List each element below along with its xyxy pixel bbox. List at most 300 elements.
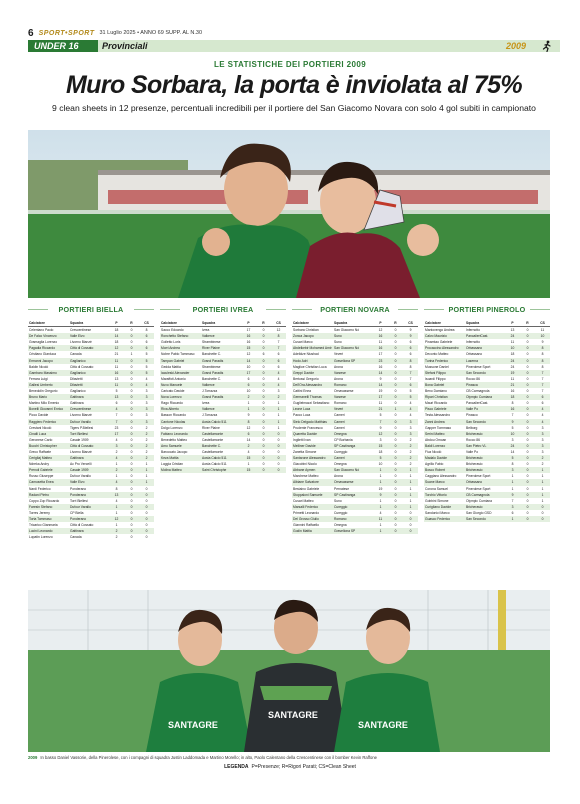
player-name: Cantone Nicolas [160,419,201,425]
clean-sheets: 1 [271,419,286,425]
player-name: Ermanni Jacopo [28,358,69,364]
player-name: Germanelli Thomas [292,394,333,400]
penalties-saved: 0 [256,431,271,437]
player-name: Nuvo Manuele [160,382,201,388]
appearances: 24 [510,364,515,369]
player-name: Dolgo Lorenzo [161,425,183,430]
team-name: Strambinese [202,340,221,345]
clean-sheets: 7 [271,345,286,351]
clean-sheets: 5 [409,389,412,394]
clean-sheets: 8 [403,358,418,364]
appearances: 7 [115,413,118,418]
team-name: Cureggio [333,504,373,510]
player-name: Bucchi Christopher [28,443,69,449]
player-name: Inglietti Ivan [293,437,311,442]
player-name: Martino Milo Emenio [29,401,60,406]
team-name: Aosta Calcio 511 [201,419,241,425]
appearances: 5 [505,455,520,461]
header-r: R [520,320,535,327]
clean-sheets: 2 [409,437,412,442]
team-name: Cureggio [334,449,348,454]
penalties-saved: 0 [520,382,535,388]
appearances: 3 [505,467,520,473]
team-name: Cameri [334,413,345,418]
team-name: Valkerce [201,406,241,412]
player-name: Procaccino Alessandro [424,345,465,351]
team-name: SP Castiranga [333,443,373,449]
stats-column-novara [292,304,418,586]
appearances: 7 [109,419,124,425]
player-name: Coppo Zop Riccardo [29,498,60,503]
player-name: Abdelkebir Mohamed Amir [293,346,332,351]
penalties-saved: 0 [262,413,265,418]
team-name: Valle Po [466,449,479,454]
appearances: 8 [115,486,118,491]
page-number: 6 [28,27,34,39]
penalties-saved: 0 [526,328,529,333]
player-name: Godin Mattia [292,528,333,534]
team-name: Romano [333,516,373,522]
appearances: 21 [373,406,388,412]
appearances: 11 [510,376,515,381]
appearances: 24 [505,333,520,339]
team-name: Orbassano [465,345,505,351]
clean-sheets: 6 [271,358,286,364]
penalties-saved: 0 [124,431,139,437]
clean-sheets: 7 [541,376,544,381]
clean-sheets: 1 [139,479,154,485]
appearances: 3 [109,443,124,449]
appearances: 11 [109,358,124,364]
player-name: Giacobini Nicolo [293,462,317,467]
penalties-saved: 0 [130,328,133,333]
appearances: 15 [241,345,256,351]
header-team: Squadra [333,320,373,327]
appearances: 10 [246,389,251,394]
player-name: Torta Tommaso [28,516,69,522]
penalties-saved: 0 [124,370,139,376]
clean-sheets: 7 [535,382,550,388]
penalties-saved: 0 [124,406,139,412]
player-name: Sorbara Christian [293,328,319,333]
penalties-saved: 0 [394,498,397,503]
team-name: Grand Paradis [201,358,241,364]
clean-sheets: 2 [145,449,148,454]
clean-sheets: 3 [139,406,154,412]
penalties-saved: 0 [130,486,133,491]
clean-sheets: 3 [403,419,418,425]
player-name: Benedetto Matteo [161,437,188,442]
appearances: 1 [115,510,118,515]
appearances: 10 [378,462,383,467]
player-name: Guasco Federico [424,516,465,522]
appearances: 23 [114,425,119,430]
team-name: Cureggio [334,510,348,515]
player-name: Raggiero Federico [28,419,69,425]
team-name: Torri Biellesi [70,498,88,503]
appearances: 13 [114,376,119,381]
penalties-saved: 0 [520,467,535,473]
team-name: CB Carmagnola [465,492,505,498]
appearances: 12 [109,516,124,522]
appearances: 5 [511,425,514,430]
appearances: 1 [511,486,514,491]
appearances: 17 [246,328,251,333]
player-name: Nova Lorenzo [160,394,201,400]
penalties-saved: 0 [526,510,529,515]
clean-sheets: 8 [535,345,550,351]
clean-sheets: 8 [541,364,544,369]
penalties-saved: 0 [388,345,403,351]
player-name: Riva Alberto [160,406,201,412]
penalties-saved: 0 [124,455,139,461]
player-name: Benedolin Gregorio [29,389,58,394]
team-name: Città di Cossato [70,523,94,528]
player-name: Cinalli Luca [28,431,69,437]
player-name: Testa Alessandro [425,413,451,418]
appearances: 9 [379,376,382,381]
penalties-saved: 0 [394,401,397,406]
appearances: 2 [115,535,118,540]
legend-text: P=Presenze; R=Rigori Parati; CS=Clean Sheet [251,764,356,770]
brand-logo: SPORT•SPORT [38,29,95,37]
appearances: 15 [373,443,388,449]
team-name: Veveri [333,406,373,412]
clean-sheets: 5 [139,358,154,364]
player-name: Baroccato Jacopo [161,449,188,454]
player-name: Marsalli Federico [292,504,333,510]
clean-sheets: 1 [277,401,280,406]
player-name: Ndreka Andry [29,462,49,467]
header-team: Squadra [69,320,109,327]
player-name: Lucini Leonardo [28,528,69,534]
header-p: P [505,320,520,327]
clean-sheets: 0 [145,486,148,491]
team-name: J.Torrazza [202,413,218,418]
clean-sheets: 4 [403,406,418,412]
penalties-saved: 0 [130,413,133,418]
player-name: Sacco Edoardo [161,328,184,333]
team-name: Bricherasio [465,467,505,473]
appearances: 12 [246,425,251,430]
penalties-saved: 0 [130,498,133,503]
clean-sheets: 0 [277,449,280,454]
clean-sheets: 4 [409,401,412,406]
penalties-saved: 0 [394,328,397,333]
penalties-saved: 0 [388,333,403,339]
header-r: R [388,320,403,327]
clean-sheets: 1 [277,425,280,430]
stats-table [28,320,154,540]
header-cs: CS [271,320,286,327]
penalties-saved: 0 [394,449,397,454]
team-name: CP Biella [70,510,84,515]
clean-sheets: 2 [403,455,418,461]
team-name: River Plaine [202,425,220,430]
penalties-saved: 0 [124,419,139,425]
appearances: 5 [115,389,118,394]
appearances: 4 [379,510,382,515]
team-name: Valle Elvo [69,479,109,485]
appearances: 4 [247,449,250,454]
appearances: 23 [373,358,388,364]
penalties-saved: 0 [262,364,265,369]
player-name: Ronchetto Stefano [160,333,201,339]
clean-sheets: 1 [139,467,154,473]
team-name: Bricherasio [465,431,505,437]
header-team: Squadra [201,320,241,327]
penalties-saved: 0 [256,358,271,364]
player-name: Giannini Raffaello [293,523,319,528]
player-name: Caricato Davide [161,389,185,394]
clean-sheets: 0 [403,528,418,534]
player-name: Del Grosso Giulio [292,516,333,522]
player-name: Ripari Christian [424,394,465,400]
team-name: Grand Paradis [201,370,241,376]
penalties-saved: 0 [394,510,397,515]
clean-sheets: 4 [145,376,148,381]
appearances: 13 [109,492,124,498]
team-name: Suno [334,498,342,503]
clean-sheets: 0 [409,510,412,515]
player-name: Adelidze Niushad [293,352,319,357]
player-name: Dell'Ora Alessandro [292,382,333,388]
player-name: Pinamtao Gabriele [425,340,453,345]
appearances: 4 [109,455,124,461]
clean-sheets: 7 [541,389,544,394]
team-name: Cameri [334,425,345,430]
clean-sheets: 3 [145,389,148,394]
appearances: 18 [378,449,383,454]
bottom-photo [28,590,550,752]
player-name: Nobre Pablo Tommaso [161,352,195,357]
penalties-saved: 0 [256,406,271,412]
clean-sheets: 8 [535,358,550,364]
clean-sheets: 0 [535,516,550,522]
penalties-saved: 0 [394,474,397,479]
clean-sheets: 4 [271,370,286,376]
caption-label: 2009 [28,755,38,760]
team-name: Cameri [333,455,373,461]
appearances: 9 [505,492,520,498]
penalties-saved: 0 [256,419,271,425]
clean-sheets: 2 [145,437,148,442]
clean-sheets: 2 [409,462,412,467]
clean-sheets: 2 [139,431,154,437]
player-name: Gallesi Umberto [28,382,69,388]
team-name: Castellamonte [201,431,241,437]
clean-sheets: 2 [535,455,550,461]
player-name: Cusari Marco [293,340,313,345]
penalties-saved: 1 [130,352,133,357]
appearances: 15 [241,455,256,461]
penalties-saved: 0 [130,474,133,479]
team-name: J.Torrazza [202,389,218,394]
caption-text: In basso Daniel Vassorie, della Pinerolese, con i compagni di squadra Justin Laddomada e Martino Morello; in alto, Paolo Calentano della Crescentinese con il bomber Kevin Raffone [40,755,377,760]
appearances: 12 [373,431,388,437]
player-name: Bonelli Giovanni Enrico [28,406,69,412]
penalties-saved: 0 [394,389,397,394]
appearances: 12 [109,345,124,351]
team-name: San Pietro VL [465,443,505,449]
team-name: San Secondo [465,419,505,425]
penalties-saved: 0 [526,389,529,394]
appearances: 9 [373,492,388,498]
penalties-saved: 0 [388,394,403,400]
appearances: 4 [115,498,118,503]
player-name: Suane Marco [424,479,465,485]
clean-sheets: 4 [139,382,154,388]
clean-sheets: 1 [145,462,148,467]
appearances: 14 [246,437,251,442]
header-p: P [109,320,124,327]
player-name: Primetti Leonardo [293,510,320,515]
clean-sheets: 7 [535,370,550,376]
stats-column-pinerolo [424,304,550,586]
penalties-saved: 0 [130,376,133,381]
appearances: 1 [115,523,118,528]
appearances: 16 [505,406,520,412]
penalties-saved: 0 [526,425,529,430]
clean-sheets: 12 [276,328,281,333]
team-name: CB Carmagnola [466,389,490,394]
clean-sheets: 1 [403,492,418,498]
appearances: 6 [241,431,256,437]
team-name: Torri Biellesi [69,431,109,437]
team-name: Gaglianico [69,358,109,364]
header-p: P [373,320,388,327]
jersey-text-right: SANTAGRE [358,720,408,730]
clean-sheets: 7 [403,370,418,376]
appearances: 1 [379,498,382,503]
player-name: Cattini Enea [293,389,311,394]
player-name: Nardi Federico [29,486,51,491]
clean-sheets: 0 [271,455,286,461]
appearances: 3 [379,437,382,442]
clean-sheets: 2 [139,455,154,461]
player-name: Sandonici Marco [425,510,450,515]
goalkeepers-photo-illustration [28,130,550,298]
appearances: 17 [241,370,256,376]
team-name: Canada [70,535,82,540]
player-name: Isoardi Filippo [425,376,446,381]
appearances: 1 [241,406,256,412]
clean-sheets: 2 [139,443,154,449]
clean-sheets: 3 [409,425,412,430]
team-name: Gattinara [69,528,109,534]
team-name: Valkerce [201,382,241,388]
clean-sheets: 3 [535,443,550,449]
player-name: Hodo Adri [292,358,333,364]
penalties-saved: 0 [388,492,403,498]
penalties-saved: 0 [130,425,133,430]
clean-sheets: 0 [403,516,418,522]
penalties-saved: 0 [256,455,271,461]
appearances: 11 [109,382,124,388]
team-name: Ivrea [202,401,210,406]
clean-sheets: 4 [541,413,544,418]
player-name: Turina Federico [424,358,465,364]
team-name: Saint Christophe [201,467,241,473]
appearances: 4 [109,406,124,412]
team-name: Gravellona SP [333,528,373,534]
team-name: Banchette C. [202,376,222,381]
clean-sheets: 0 [409,523,412,528]
team-name: Ponderano [69,492,109,498]
clean-sheets: 0 [277,462,280,467]
penalties-saved: 0 [130,389,133,394]
stats-table [424,320,550,522]
player-name: Baldi Lorenzo [424,443,465,449]
clean-sheets: 6 [535,394,550,400]
player-name: Tricarico Gianmaria [29,523,58,528]
photo-caption [28,755,550,761]
appearances: 18 [114,328,119,333]
appearances: 16 [241,333,256,339]
clean-sheets: 5 [145,364,148,369]
team-name: Gattinara [69,394,109,400]
team-name: Aosta Calcio 511 [201,455,241,461]
team-name: Omegna [334,462,347,467]
clean-sheets: 6 [277,352,280,357]
penalties-saved: 0 [394,413,397,418]
clean-sheets: 1 [535,492,550,498]
penalties-saved: 0 [256,345,271,351]
penalties-saved: 0 [526,401,529,406]
table-row [160,467,286,473]
team-name: San Giacomo Nó [333,345,373,351]
appearances: 17 [373,394,388,400]
penalties-saved: 0 [262,437,265,442]
penalties-saved: 0 [394,437,397,442]
team-name: Livorno Bianzè [70,449,92,454]
appearances: 7 [511,413,514,418]
penalties-saved: 0 [388,370,403,376]
clean-sheets: 1 [409,474,412,479]
penalties-saved: 0 [256,370,271,376]
table-row [424,516,550,522]
penalties-saved: 0 [262,425,265,430]
appearances: 21 [505,382,520,388]
appearances: 11 [378,340,383,345]
penalties-saved: 1 [388,406,403,412]
clean-sheets: 9 [541,340,544,345]
appearances: 14 [373,382,388,388]
clean-sheets: 4 [271,382,286,388]
player-name: Mauri Riccardo [425,401,448,406]
player-name: Stefani Filippo [424,370,465,376]
team-name: Olympic Cumiana [465,394,505,400]
penalties-saved: 0 [130,401,133,406]
penalties-saved: 0 [388,431,403,437]
penalties-saved: 0 [394,425,397,430]
team-name: Gaglianico [69,370,109,376]
player-name: Crestani Nicolò [29,425,52,430]
appearances: 24 [505,358,520,364]
clean-sheets: 9 [403,333,418,339]
appearances: 1 [247,401,250,406]
team-name: SP Castiranga [333,492,373,498]
player-name: Serini Matteo [424,431,465,437]
penalties-saved: 0 [130,340,133,345]
appearances: 5 [373,455,388,461]
team-name: Pernatese [334,486,350,491]
appearances: 14 [109,333,124,339]
team-photo-illustration [28,590,550,752]
player-name: De Falco Vincenzo [28,333,69,339]
team-name: Ornavassese [333,479,373,485]
player-name: Beno Damiano [425,389,447,394]
